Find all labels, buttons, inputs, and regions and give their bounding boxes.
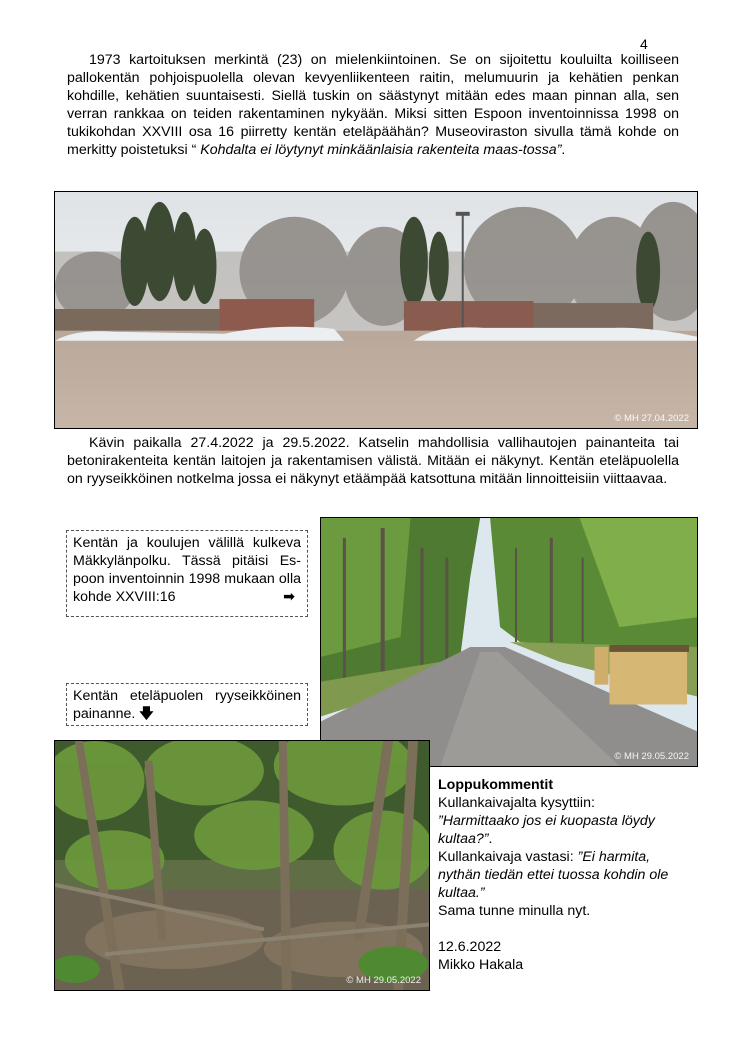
closing-quote-1 (438, 812, 688, 848)
forest-path-image (321, 518, 697, 766)
caption-hollow (66, 683, 308, 726)
arrow-down-icon: 🡇 (139, 706, 154, 722)
closing-line-3: Sama tunne minulla nyt. (438, 903, 591, 919)
brushwood-hollow-image (55, 741, 429, 990)
closing-line-2 (438, 848, 688, 902)
closing-line-1: Kullankaivajalta kysyttiin: (438, 795, 595, 811)
closing-quote-1-text: ”Harmittaako jos ei kuopasta löydy kultaa?” (438, 813, 655, 847)
paragraph-2: Kävin paikalla 27.4.2022 ja 29.5.2022. Katselin mahdollisia vallihautojen painanteita tai betonirakenteita kentän laitojen ja rakentamisen välistä. Mitään ei näkynyt. Kentän eteläpuolella on ryyseikköinen notkelma jossa ei näkynyt etäämpää katsottuna mitään linnoitteisiin viittaavaa. (67, 435, 679, 487)
page-number: 4 (640, 36, 648, 52)
closing-author: Mikko Hakala (438, 957, 524, 973)
paragraph-1-quote: Kohdalta ei löytynyt minkäänlaisia rakenteita maas-tossa” (200, 142, 562, 158)
photo-credit: © MH 29.05.2022 (346, 975, 421, 986)
photo-credit: © MH 29.05.2022 (614, 751, 689, 762)
forest-path-photo (320, 517, 698, 767)
closing-remarks (438, 776, 688, 974)
arrow-right-icon: ➡ (283, 589, 295, 605)
paragraph-1-end: . (561, 142, 566, 158)
field-panorama-photo (54, 191, 698, 429)
caption-path-text: Kentän ja koulujen välillä kulkeva Mäkkylänpolku. Tässä pitäisi Es-poon inventoinnin 1998 mukaan olla kohde XXVIII:16 (73, 535, 301, 605)
photo-credit: © MH 27.04.2022 (614, 413, 689, 424)
caption-hollow-text: Kentän eteläpuolen ryyseikköinen painanne. (73, 688, 301, 722)
field-panorama-image (55, 192, 697, 428)
brushwood-hollow-photo (54, 740, 430, 991)
closing-heading: Loppukommentit (438, 777, 554, 793)
closing-quote-1-end: . (488, 831, 493, 847)
closing-quote-2-text: ”Ei harmita, nythän tiedän ettei tuossa kohdin ole kultaa.” (438, 849, 669, 901)
paragraph-1 (67, 51, 679, 159)
closing-date: 12.6.2022 (438, 939, 502, 955)
closing-line-2-text: Kullankaivaja vastasi: (438, 849, 578, 865)
caption-path (66, 530, 308, 617)
paragraph-1-text: 1973 kartoituksen merkintä (23) on mielenkiintoinen. Se on sijoitettu kouluilta koilliseen pallokentän pohjoispuolella olevan kevyenliikenteen raitin, melumuurin ja kehätien penkan kohdille, kehätien suuntaisesti. Siellä tuskin on säästynyt mitään edes maan pinnan alla, sen verran rankkaa on teiden rakentaminen nykyään. Miksi sitten Espoon inventoinnissa 1998 on tukikohdan XXVIII osa 16 piirretty kentän eteläpäähän? Museoviraston sivulla tämä kohde on merkitty poistetuksi “ (67, 52, 679, 158)
